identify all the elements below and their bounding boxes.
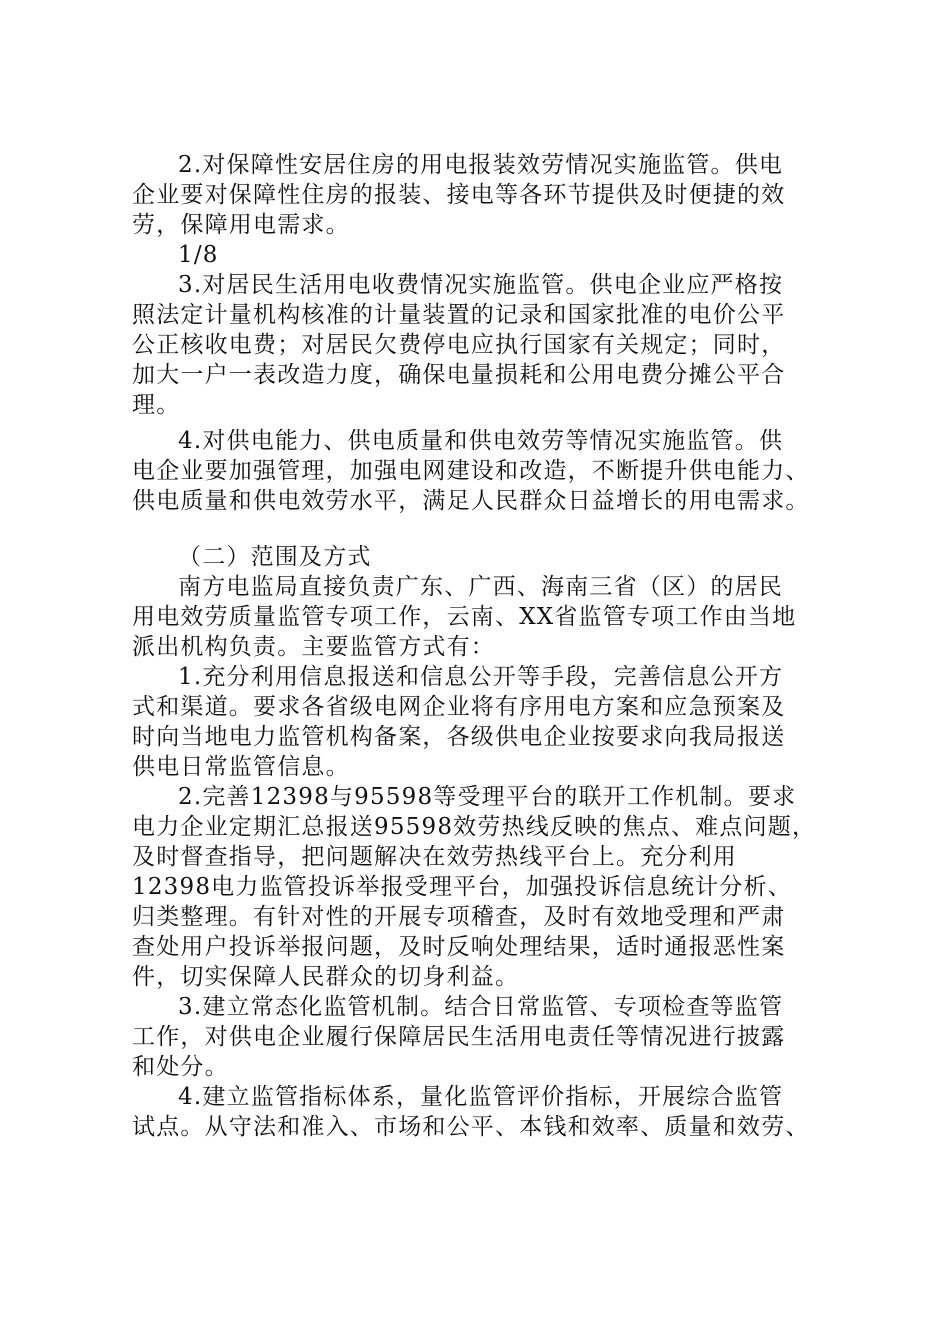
paragraph-line: 2.完善12398与95598等受理平台的联开工作机制。要求	[178, 784, 797, 810]
paragraph-line: 供电质量和供电效劳水平，满足人民群众日益增长的用电需求。	[132, 488, 810, 514]
document-page	[132, 150, 832, 1142]
paragraph-line: 式和渠道。要求各省级电网企业将有序用电方案和应急预案及	[132, 694, 786, 720]
paragraph-line: 3.对居民生活用电收费情况实施监管。供电企业应严格按	[178, 272, 784, 298]
paragraph-line: 12398电力监管投诉举报受理平台，加强投诉信息统计分析、	[132, 874, 792, 900]
paragraph-line: 3.建立常态化监管机制。结合日常监管、专项检查等监管	[178, 994, 784, 1020]
paragraph-line: 供电日常监管信息。	[132, 754, 350, 780]
paragraph-line: 2.对保障性安居住房的用电报装效劳情况实施监管。供电	[178, 152, 784, 178]
paragraph-line: 公正核收电费；对居民欠费停电应执行国家有关规定；同时，	[132, 332, 786, 358]
section-heading: （二）范围及方式	[178, 544, 372, 570]
paragraph-line: 照法定计量机构核准的计量装置的记录和国家批准的电价公平	[132, 302, 786, 328]
paragraph-line: 1.充分利用信息报送和信息公开等手段，完善信息公开方	[178, 664, 784, 690]
paragraph-line: 理。	[132, 392, 181, 418]
paragraph-line: 电力企业定期汇总报送95598效劳热线反映的焦点、难点问题，	[132, 814, 817, 840]
paragraph-line: 和处分。	[132, 1054, 229, 1080]
paragraph-line: 时向当地电力监管机构备案，各级供电企业按要求向我局报送	[132, 724, 786, 750]
paragraph-line: 派出机构负责。主要监管方式有：	[132, 634, 495, 660]
paragraph-line: 4.建立监管指标体系，量化监管评价指标，开展综合监管	[178, 1084, 784, 1110]
paragraph-line: 工作，对供电企业履行保障居民生活用电责任等情况进行披露	[132, 1024, 786, 1050]
paragraph-line: 查处用户投诉举报问题，及时反响处理结果，适时通报恶性案	[132, 934, 786, 960]
paragraph-line: 加大一户一表改造力度，确保电量损耗和公用电费分摊公平合	[132, 362, 786, 388]
paragraph-line: 件，切实保障人民群众的切身利益。	[132, 964, 520, 990]
paragraph-line: 及时督查指导，把问题解决在效劳热线平台上。充分利用	[132, 844, 737, 870]
paragraph-line: 电企业要加强管理，加强电网建设和改造，不断提升供电能力、	[132, 458, 810, 484]
paragraph-line: 4.对供电能力、供电质量和供电效劳等情况实施监管。供	[178, 428, 784, 454]
paragraph-line: 用电效劳质量监管专项工作，云南、XX省监管专项工作由当地	[132, 604, 797, 630]
page-number: 1/8	[178, 242, 219, 268]
paragraph-line: 企业要对保障性住房的报装、接电等各环节提供及时便捷的效	[132, 182, 786, 208]
paragraph-line: 归类整理。有针对性的开展专项稽查，及时有效地受理和严肃	[132, 904, 786, 930]
paragraph-line: 劳，保障用电需求。	[132, 212, 350, 238]
paragraph-line: 试点。从守法和准入、市场和公平、本钱和效率、质量和效劳、	[132, 1114, 810, 1140]
paragraph-line: 南方电监局直接负责广东、广西、海南三省（区）的居民	[178, 574, 783, 600]
